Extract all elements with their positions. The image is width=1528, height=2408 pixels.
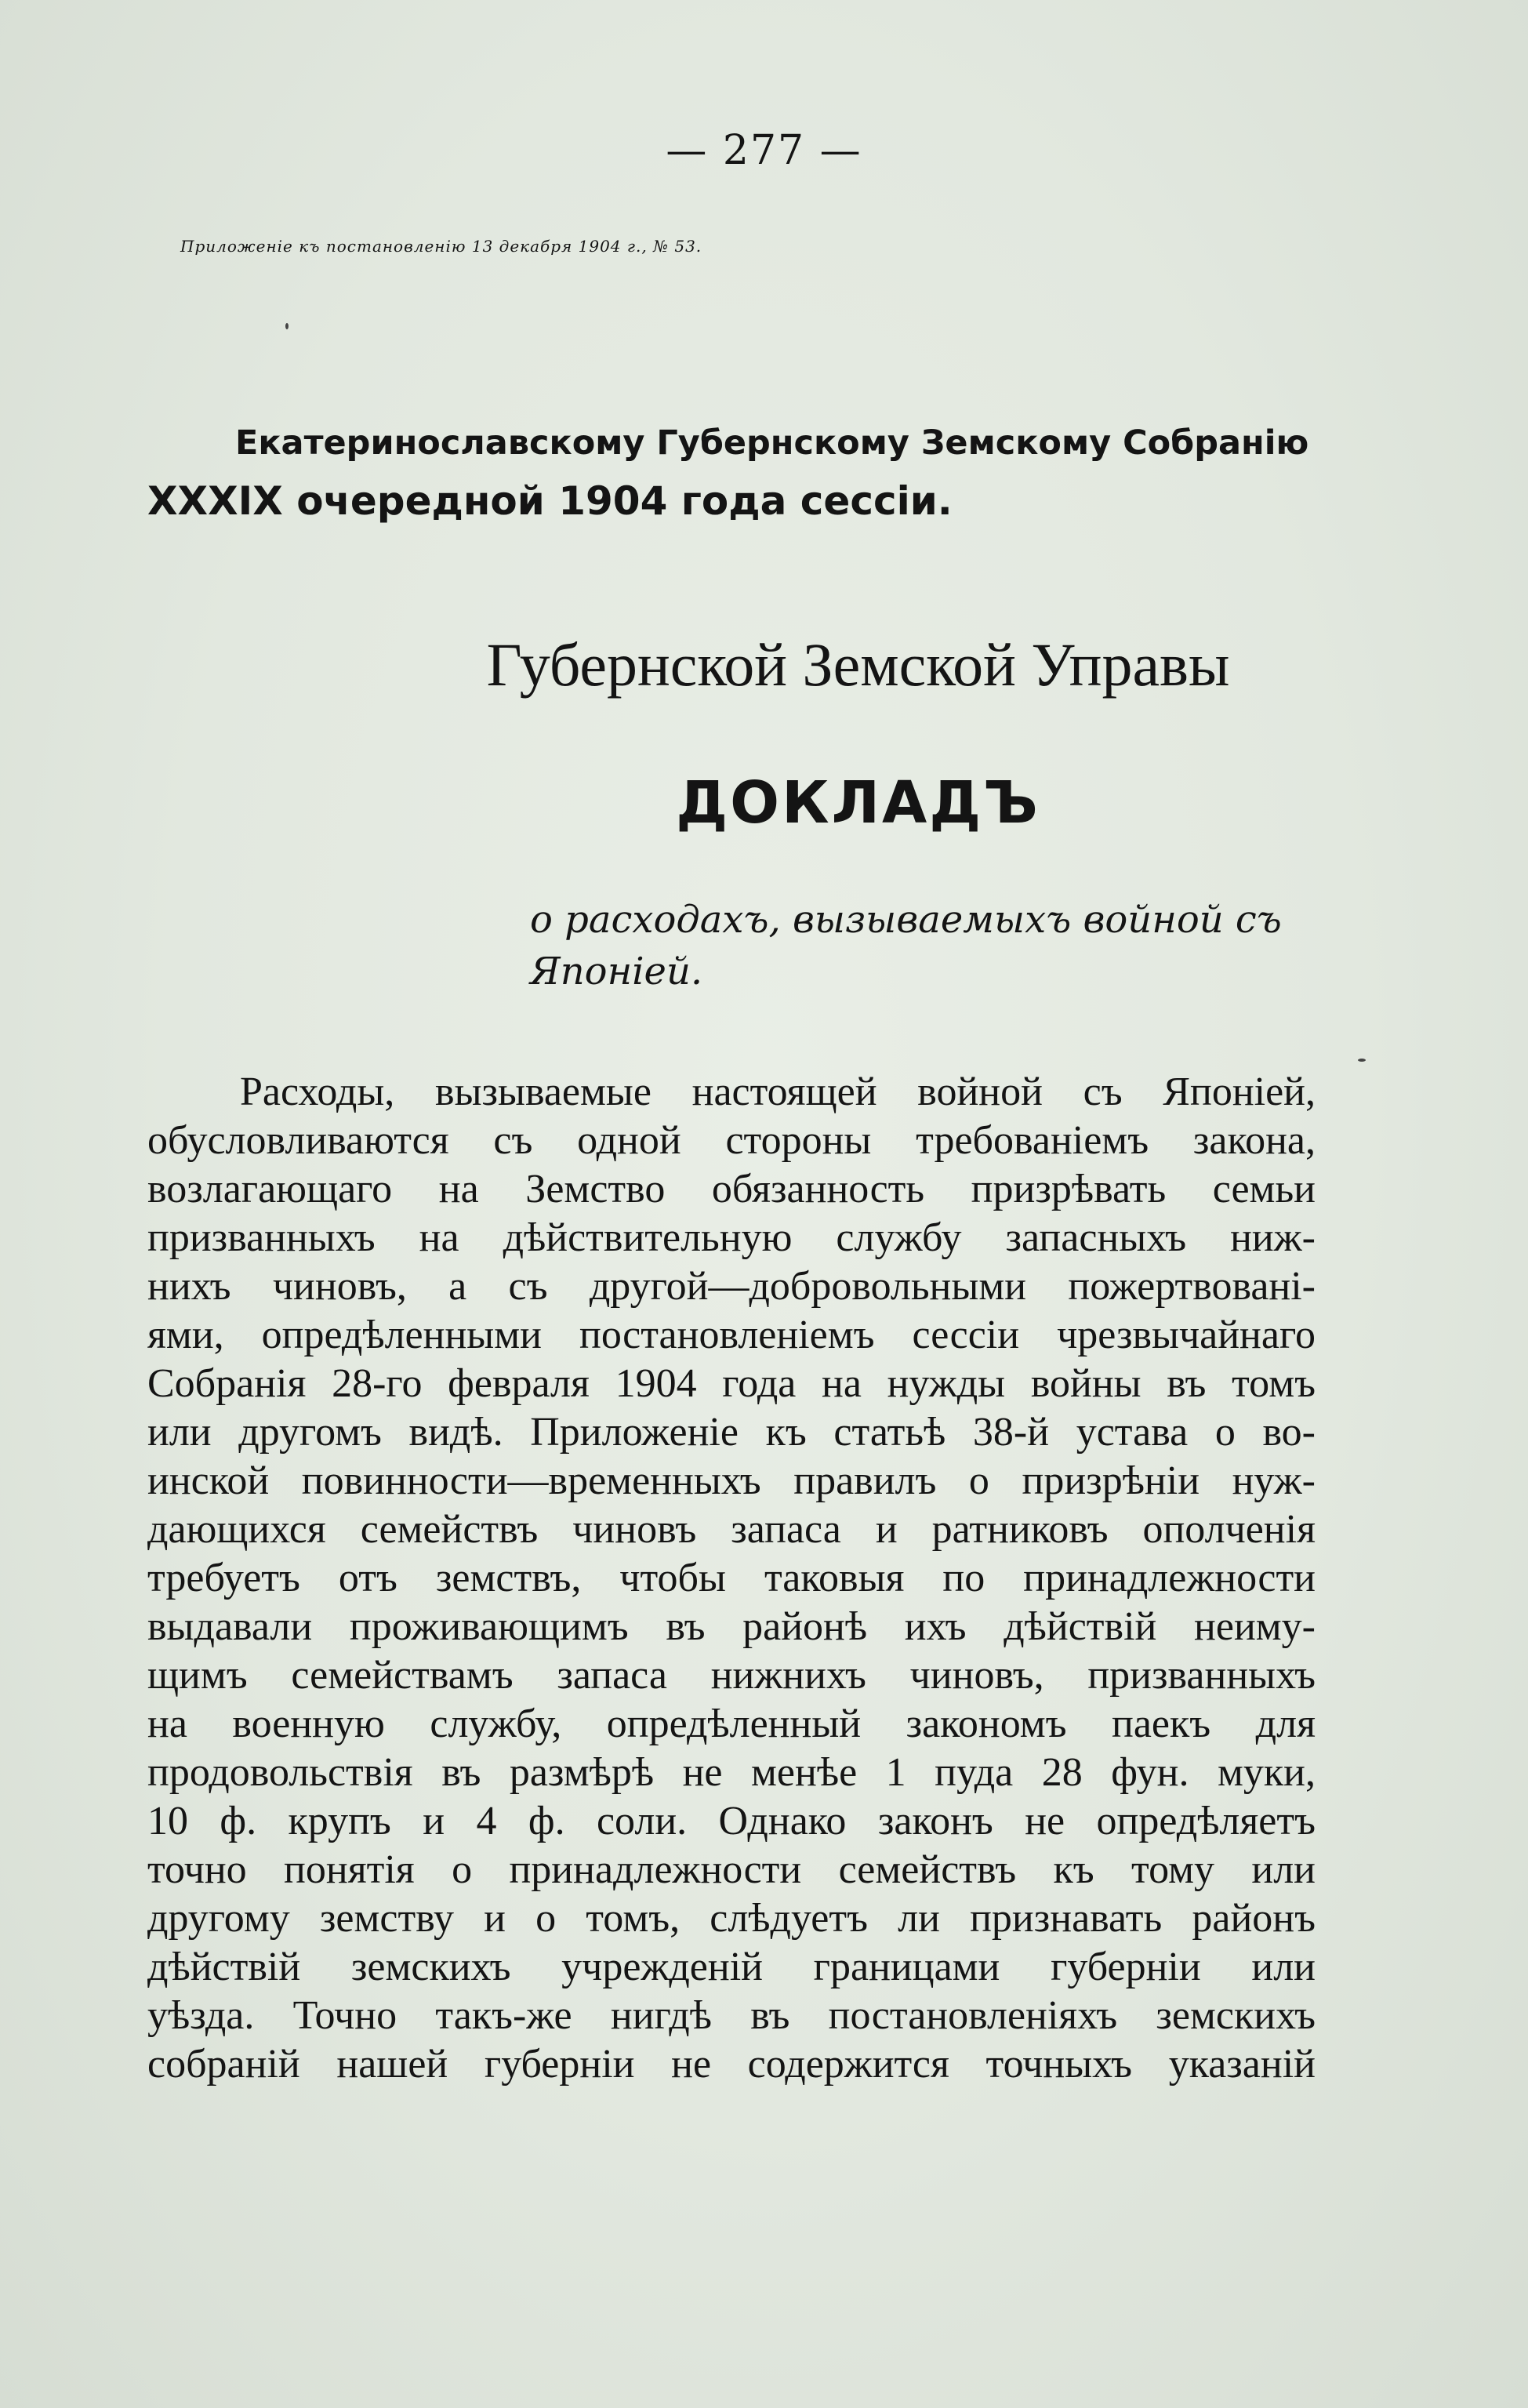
body-line: нихъ чиновъ, а съ другой—добровольными пожертвовані- <box>147 1264 1316 1309</box>
addressee-heading <box>147 414 1316 530</box>
ink-speck <box>1358 1059 1366 1062</box>
body-line: на военную службу, опредѣленный закономъ паекъ для <box>147 1702 1316 1746</box>
body-line: собраній нашей губерніи не содержится точныхъ указаній <box>147 2042 1316 2087</box>
body-line: требуетъ отъ земствъ, чтобы таковыя по принадлежности <box>147 1556 1316 1600</box>
body-line: продовольствія въ размѣрѣ не менѣе 1 пуда 28 фун. муки, <box>147 1750 1316 1795</box>
body-paragraph <box>147 1068 1316 2089</box>
document-subject <box>530 894 1322 997</box>
body-line: точно понятія о принадлежности семействъ къ тому или <box>147 1847 1316 1892</box>
body-line: Расходы, вызываемые настоящей войной съ Японіей, <box>240 1070 1316 1114</box>
body-line: другому земству и о томъ, слѣдуетъ ли признавать районъ <box>147 1896 1316 1941</box>
body-line: возлагающаго на Земство обязанность призрѣвать семьи <box>147 1167 1316 1211</box>
body-line: уѣзда. Точно такъ-же нигдѣ въ постановленіяхъ земскихъ <box>147 1993 1316 2038</box>
body-line: 10 ф. крупъ и 4 ф. соли. Однако законъ не опредѣляетъ <box>147 1799 1316 1843</box>
authority-heading: Губернской Земской Управы <box>486 630 1230 699</box>
body-line: инской повинности—временныхъ правилъ о призрѣніи нуж- <box>147 1458 1316 1503</box>
body-line: выдавали проживающимъ въ районѣ ихъ дѣйствій неиму- <box>147 1604 1316 1649</box>
body-line: обусловливаются съ одной стороны требованіемъ закона, <box>147 1118 1316 1163</box>
body-line: ями, опредѣленными постановленіемъ сессіи чрезвычайнаго <box>147 1313 1316 1357</box>
body-line: щимъ семействамъ запаса нижнихъ чиновъ, призванныхъ <box>147 1653 1316 1698</box>
body-line: дающихся семействъ чиновъ запаса и ратниковъ ополченія <box>147 1507 1316 1552</box>
document-title: ДОКЛАДЪ <box>676 769 1040 837</box>
body-line: призванныхъ на дѣйствительную службу запасныхъ ниж- <box>147 1215 1316 1260</box>
body-line: Собранія 28-го февраля 1904 года на нужды войны въ томъ <box>147 1361 1316 1406</box>
page-number: — 277 — <box>666 127 862 174</box>
body-line: дѣйствій земскихъ учрежденій границами губерніи или <box>147 1945 1316 1989</box>
appendix-note: Приложеніе къ постановленію 13 декабря 1904 г., № 53. <box>180 237 702 256</box>
body-line: или другомъ видѣ. Приложеніе къ статьѣ 38-й устава о во- <box>147 1410 1316 1455</box>
addressee-line: Екатеринославскому Губернскому Земскому Собранію <box>235 423 1309 463</box>
ink-speck <box>285 323 289 329</box>
subject-line: Японіей. <box>530 950 703 993</box>
addressee-line: XXXIX очередной 1904 года сессіи. <box>147 478 953 524</box>
subject-line: о расходахъ, вызываемыхъ войной съ <box>530 898 1282 942</box>
